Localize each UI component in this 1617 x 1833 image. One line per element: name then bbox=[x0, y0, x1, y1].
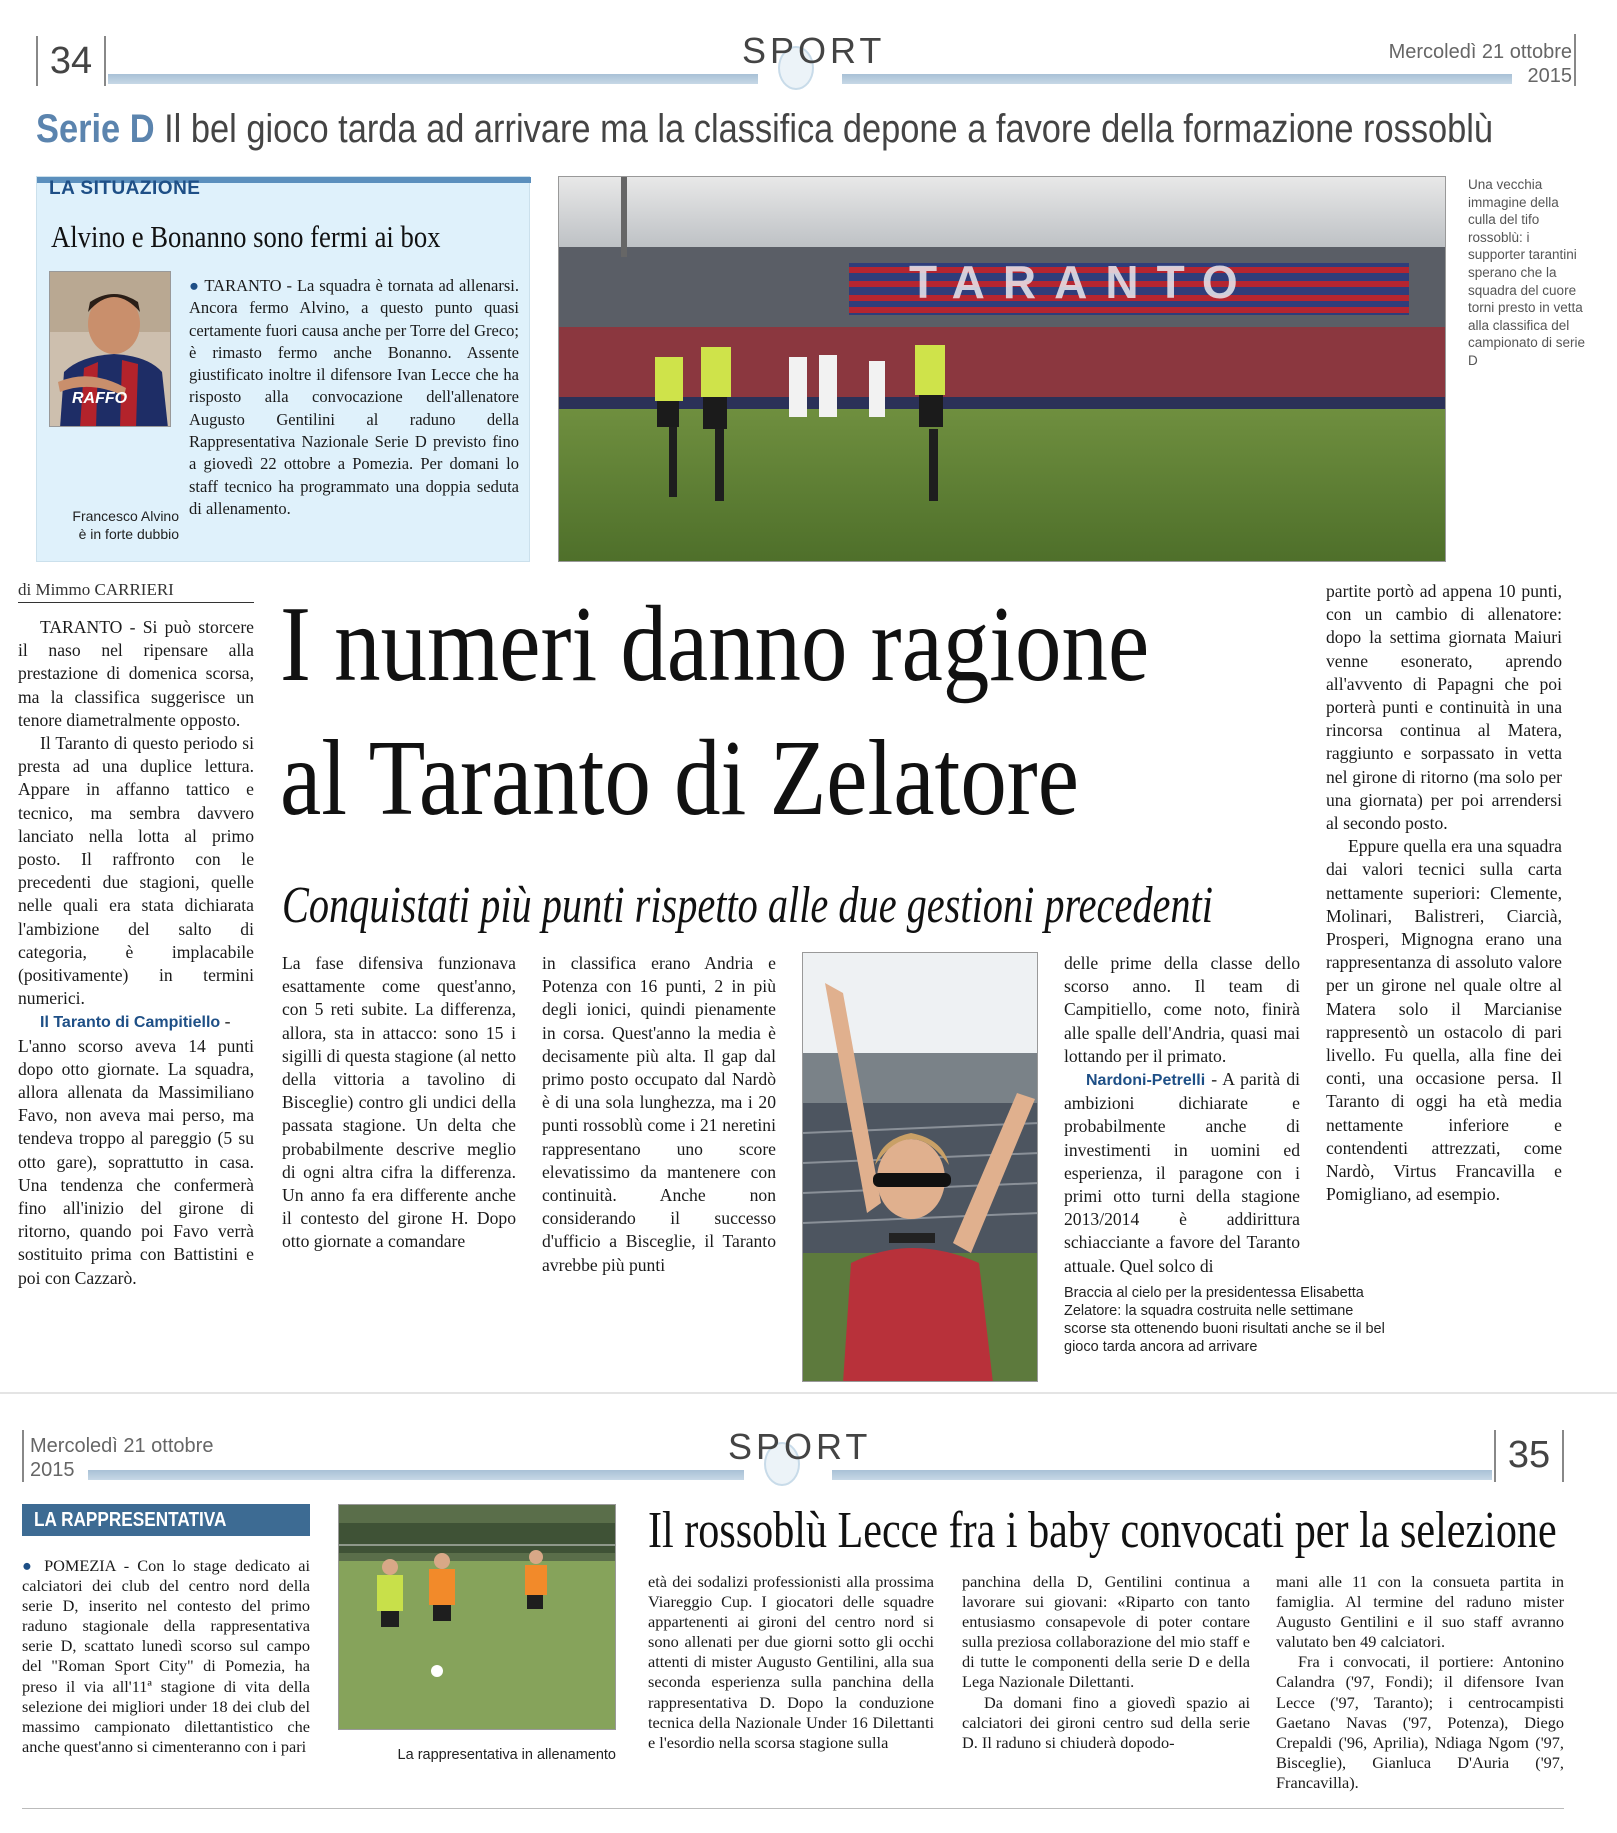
situazione-lead: TARANTO bbox=[204, 276, 282, 295]
issue-date-line2: 2015 bbox=[1527, 65, 1572, 87]
zelatore-caption: Braccia al cielo per la presidentessa Elisabetta Zelatore: la squadra costruita nelle settimane scorse sta ottenendo buoni risultati anche se il bel gioco tarda ancora ad arrivare bbox=[1064, 1285, 1385, 1355]
training-photo-image bbox=[339, 1505, 616, 1730]
article-col4-p1: delle prime della classe dello scorso anno. Il team di Campitiello, come noto, finirà alle spalle dell'Andria, quasi mai lottando per il primato. bbox=[1064, 953, 1300, 1066]
article-column-5 bbox=[1326, 580, 1562, 1206]
bottom-header-rule-left bbox=[88, 1470, 744, 1480]
bottom-headline: Il rossoblù Lecce fra i baby convocati per la selezione bbox=[648, 1502, 1557, 1559]
bottom-page-number: 35 bbox=[1507, 1434, 1551, 1476]
bottom-col4-p2: Fra i convocati, il portiere: Antonino Calandra ('97, Fondi); il difensore Ivan Lecce ('97, Taranto); i centrocampisti Gaetano Navas ('97, Potenza), Diego Crepaldi ('96, Aprilia), Ndiaga Ngom ('97, Bisceglie), Gianluca D'Auria ('97, Francavilla). bbox=[1276, 1652, 1564, 1792]
page-number: 34 bbox=[49, 40, 93, 82]
bottom-column-2 bbox=[648, 1572, 934, 1753]
stadium-photo-image bbox=[559, 177, 1446, 562]
byline-rule bbox=[18, 602, 254, 603]
alvino-caption-line2: è in forte dubbio bbox=[78, 526, 179, 542]
alvino-caption bbox=[43, 507, 179, 543]
top-page-header bbox=[0, 0, 1617, 100]
alvino-caption-line1: Francesco Alvino bbox=[72, 508, 179, 524]
situazione-bullet-icon: ● bbox=[189, 276, 200, 295]
stadium-photo bbox=[558, 176, 1446, 562]
training-photo bbox=[338, 1504, 616, 1730]
bottom-header-rule-right bbox=[832, 1470, 1492, 1480]
article-column-1: TARANTO - Si può storcere il naso nel ripensare alla prestazione di domenica scorsa, ma la classifica suggerisce un tenore diametralmente opposto. Il Taranto di questo periodo si presta ad una duplice lettura. Appare in affanno tattico e tecnico, ma sembra davvero lanciato nella lotta al primo posto. Il raffronto con le precedenti due stagioni, quelle nelle quali era stata dichiarata l'ambizione del salto di categoria, è implacabile (positivamente) in termini numerici. Il Taranto di Campitiello - L'anno scorso aveva 14 punti dopo otto giornate. La squadra, allora allenata da Massimiliano Favo, non aveva mai perso, ma tendeva troppo al pareggio (5 su otto gare), soprattutto in casa. Una tendenza che confermerà fino all'inizio del girone di ritorno, quando poi Favo verrà sostituito prima con Battistini e poi con Cazzarò. bbox=[18, 616, 254, 1290]
alvino-shirt-text: RAFFO bbox=[72, 390, 128, 407]
bottom-rule bbox=[22, 1808, 1564, 1809]
bottom-col4-p1: mani alle 11 con la consueta partita in famiglia. Al termine del raduno mister Augusto Gentilini e il suo staff avranno valutato ben 49 calciatori. bbox=[1276, 1572, 1564, 1652]
article-col3-text: in classifica erano Andria e Potenza con 16 punti, 2 in più degli ionici, quindi pienamente in corsa. Quest'anno la media è decisamente più alta. Il gap dal primo posto occupato dal Nardò è di una sola lunghezza, ma i 20 punti rossoblù come i 21 neretini rappresentano uno score elevatissimo da mantenere con continuità. Anche non considerando il successo d'ufficio a Bisceglie, il Taranto avrebbe più punti bbox=[542, 953, 776, 1275]
rappresentativa-label bbox=[22, 1504, 310, 1536]
article-col5-p2: Eppure quella era una squadra dai valori tecnici sulla carta nettamente superiori: Clemente, Molinari, Balistreri, Ciarcià, Prosperi, Mignogna erano una rappresentanza di assoluto valore per un girone nel quale oltre al Matera solo il Marcianise rappresentò un ostacolo di pari livello. Fu quella, alla fine dei conti, una occasione persa. Il Taranto di oggi ha età media nettamente inferiore e contendenti attrezzati, come Nardò, Virtus Francavilla e Pomigliano, ad esempio. bbox=[1326, 836, 1562, 1205]
header-rule-left bbox=[108, 74, 758, 84]
bottom-issue-date-line1: Mercoledì 21 ottobre bbox=[30, 1435, 214, 1457]
headline bbox=[280, 578, 1310, 846]
bottom-lead: POMEZIA bbox=[44, 1556, 116, 1575]
bottom-header-left-border bbox=[22, 1430, 24, 1482]
situazione-box bbox=[36, 176, 530, 562]
bottom-col3-p1: panchina della D, Gentilini continua a lavorare sui giovani: «Riparto con tanto entusiasmo consapevole di poter contare sulla preziosa collaborazione del mio staff e di tutte le componenti della serie D e della Lega Nazionale Dilettanti. bbox=[962, 1572, 1250, 1692]
alvino-photo bbox=[49, 271, 171, 427]
article-column-2 bbox=[282, 952, 516, 1254]
rappresentativa-label-text: LA RAPPRESENTATIVA bbox=[34, 1509, 227, 1531]
bottom-page-number-box bbox=[1494, 1430, 1564, 1482]
bottom-col3-p2: Da domani fino a giovedì spazio ai calciatori dei gironi centro sud della serie D. Il raduno si chiuderà dopodo- bbox=[962, 1692, 1250, 1752]
stadium-banner-text: TARANTO bbox=[909, 256, 1256, 308]
article-col1-p2: Il Taranto di questo periodo si presta ad una duplice lettura. Appare in affanno tattico e tecnico, ma sembra davvero lanciato nella lotta al primo posto. Il raffronto con le precedenti due stagioni, quelle nelle quali era stata dichiarata l'ambizione del salto di categoria, è implacabile (positivamente) in termini numerici. bbox=[18, 733, 254, 1009]
bottom-section-name: SPORT bbox=[728, 1426, 872, 1467]
kicker-line bbox=[36, 104, 1494, 156]
article-col1-subhead: Il Taranto di Campitiello bbox=[40, 1014, 221, 1032]
training-caption: La rappresentativa in allenamento bbox=[397, 1747, 616, 1763]
zelatore-photo bbox=[802, 952, 1038, 1382]
headline-line2: al Taranto di Zelatore bbox=[280, 719, 1079, 838]
situazione-text bbox=[189, 275, 519, 520]
byline: di Mimmo CARRIERI bbox=[18, 580, 174, 599]
article-column-3 bbox=[542, 952, 776, 1277]
article-col4-subhead: Nardoni-Petrelli bbox=[1086, 1072, 1206, 1090]
page-number-box bbox=[36, 36, 106, 86]
bottom-column-3 bbox=[962, 1572, 1250, 1753]
zelatore-photo-image bbox=[803, 953, 1038, 1382]
article-col4-p2: - A parità di ambizioni dichiarate e probabilmente anche di investimenti in uomini ed esperienza, il paragone con i primi otto turni della stagione 2013/2014 è addirittura schiacciante a favore del Taranto attuale. Quel solco di bbox=[1064, 1069, 1300, 1276]
header-right-border bbox=[1574, 34, 1576, 86]
bottom-page-header bbox=[0, 1420, 1617, 1490]
article-col2-text: La fase difensiva funzionava esattamente come quest'anno, con 5 reti subite. La differenza, allora, sta in attacco: sono 15 i sigilli di questa stagione (al netto della vittoria a tavolino di Bisceglie) contro gli undici della passata stagione. Un delta che probabilmente descrive meglio di ogni altra cifra la differenza. Un anno fa era differente anche il contesto del girone H. Dopo otto giornate a comandare bbox=[282, 953, 516, 1252]
bottom-col2-text: età dei sodalizi professionisti alla prossima Viareggio Cup. I giocatori delle squadre appartenenti ai gironi del centro nord si sono allenati per due giorni sotto gli occhi attenti di mister Augusto Gentilini, alla sua seconda esperienza sulla panchina della rappresentativa D. Dopo la conduzione tecnica della Nazionale Under 16 Dilettanti e l'esordio nella scorsa stagione sulla bbox=[648, 1572, 934, 1752]
situazione-label: LA SITUAZIONE bbox=[49, 178, 201, 199]
article-col5-p1: partite portò ad appena 10 punti, con un cambio di allenatore: dopo la settima giornata Maiuri venne esonerato, aprendo all'avvento di Papagni che poi porterà punti e continuità in una rincorsa continua al Matera, raggiunto e sorpassato in vetta nel girone di ritorno (ma solo per una giornata) per poi arrendersi al secondo posto. bbox=[1326, 581, 1562, 834]
bottom-col1-text: - Con lo stage dedicato ai calciatori dei club del centro nord della serie D, inserito nel contesto del primo raduno stagionale della rappresentativa serie D, scattato lunedì scorso sul campo del "Roman Sport City" di Pomezia, ha preso il via all'11ª stagione di vita della selezione dei migliori under 18 dei club del massimo campionato dilettantistico che anche quest'anno si cimenteranno con i pari bbox=[22, 1556, 311, 1756]
bottom-issue-date-line2: 2015 bbox=[30, 1459, 75, 1481]
article-col1-p3: L'anno scorso aveva 14 punti dopo otto giornate. La squadra, allora allenata da Massimiliano Favo, non aveva mai perso, ma tendeva troppo al pareggio (5 su otto gare), soprattutto in casa. Una tendenza che confermerà fino all'inizio del girone di ritorno, quando poi Favo verrà sostituito prima con Battistini e poi con Cazzarò. bbox=[18, 1035, 254, 1288]
article-col1-p1: TARANTO - Si può storcere il naso nel ripensare alla prestazione di domenica scorsa, ma la classifica suggerisce un tenore diametralmente opposto. bbox=[18, 617, 254, 730]
bottom-column-4 bbox=[1276, 1572, 1564, 1793]
stadium-caption: Una vecchia immagine della culla del tifo rossoblù: i supporter tarantini sperano che la squadra del cuore torni presto in vetta alla classifica del campionato di serie D bbox=[1468, 177, 1586, 368]
issue-date bbox=[1340, 40, 1572, 88]
bottom-column-1 bbox=[22, 1556, 310, 1757]
issue-date-line1: Mercoledì 21 ottobre bbox=[1388, 41, 1572, 63]
kicker-text: Il bel gioco tarda ad arrivare ma la classifica depone a favore della formazione rossoblù bbox=[164, 107, 1494, 151]
kicker-label: Serie D bbox=[36, 107, 155, 151]
situazione-body: - La squadra è tornata ad allenarsi. Ancora fermo Alvino, a questo punto quasi certamente fuori causa anche per Torre del Greco; è rimasto fermo anche Bonanno. Assente giustificato inoltre il difensore Ivan Lecce che ha risposto alla convocazione dell'allenatore Augusto Gentilini al raduno della Rappresentativa Nazionale Serie D previsto fino a giovedì 22 ottobre a Pomezia. Per domani lo staff tecnico ha programmato una doppia seduta di allenamento. bbox=[189, 276, 519, 518]
headline-line1: I numeri danno ragione bbox=[280, 585, 1150, 704]
section-name: SPORT bbox=[742, 30, 886, 71]
article-column-4 bbox=[1064, 952, 1300, 1278]
bottom-bullet-icon: ● bbox=[22, 1556, 36, 1575]
page-fold-separator bbox=[0, 1392, 1617, 1394]
situazione-title: Alvino e Bonanno sono fermi ai box bbox=[51, 219, 441, 254]
subheadline: Conquistati più punti rispetto alle due gestioni precedenti bbox=[282, 877, 1213, 934]
